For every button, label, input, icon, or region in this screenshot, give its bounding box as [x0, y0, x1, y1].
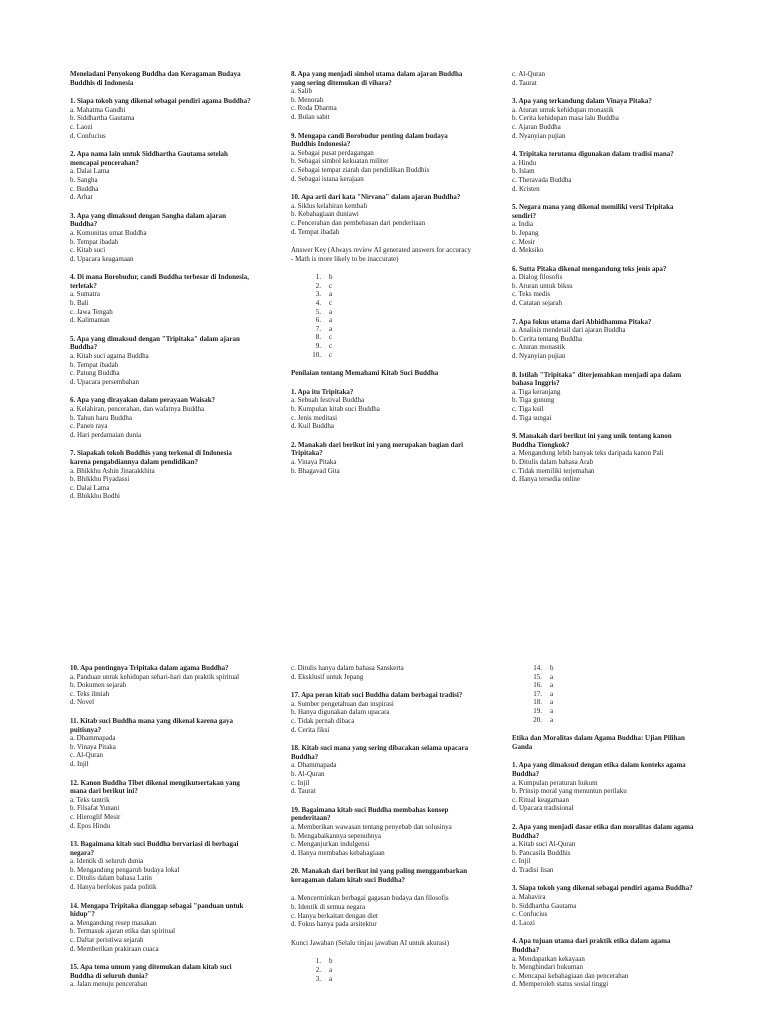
answer-letter: a: [329, 966, 333, 975]
answer-option: d. Fokus hanya pada arsitektur: [291, 920, 377, 929]
answer-option: a. Kitab suci agama Buddha: [70, 352, 149, 361]
question-text: 12. Kanon Buddha Tibet dikenal mengikutsertakan yang mana dari berikut ini?: [70, 778, 240, 796]
question-item: [70, 779, 252, 831]
question-item: [291, 441, 473, 475]
answer-option: b. Kumpulan kitab suci Buddha: [291, 405, 380, 413]
question-text: 17. Apa peran kitab suci Buddha dalam berbagai tradisi?: [291, 691, 463, 700]
answer-option: b. Mengandung pengaruh budaya lokal: [70, 865, 180, 874]
answer-option: d. Nyanyian pujian: [512, 131, 566, 140]
answer-key-note: [291, 939, 473, 948]
question-item: [70, 717, 252, 769]
question-text: 1. Apa yang dimaksud dengan etika dalam konteks agama Buddha?: [512, 761, 686, 778]
answer-option: c. Mencapai kebahagiaan dan pencerahan: [512, 971, 629, 980]
section-title: [291, 369, 473, 378]
answer-number: 3.: [315, 974, 321, 983]
question-item: [291, 664, 473, 681]
question-text: 4. Apa tujuan utama dari praktik etika dalam agama Buddha?: [512, 937, 671, 955]
page2-column-1: [70, 664, 252, 1024]
answer-key-row: [512, 707, 694, 716]
answer-option: d. Arhat: [70, 193, 93, 202]
answer-option: d. Kristen: [512, 184, 540, 193]
answer-option: b. Ditulis dalam bahasa Arab: [512, 457, 594, 466]
question-text: 2. Apa nama lain untuk Siddhartha Gautama setelah mencapai pencerahan?: [70, 150, 228, 167]
answer-option: c. Sebagai tempat ziarah dan pendidikan Buddhis: [291, 165, 430, 174]
question-text: 15. Apa tema umum yang ditemukan dalam kitab suci Buddha di seluruh dunia?: [70, 963, 232, 980]
answer-option: a. Kumpulan peraturan hukum: [512, 778, 598, 787]
answer-key-row: [291, 975, 473, 984]
answer-number: 4.: [315, 299, 321, 308]
page1-column-3: [512, 70, 694, 570]
answer-option: a. Dhammapada: [291, 761, 337, 770]
question-item: [291, 806, 473, 858]
answer-option: c. Tidak memiliki terjemahan: [512, 466, 595, 475]
answer-option: b. Bhikkhu Piyadassi: [70, 475, 130, 484]
answer-key-list: [512, 664, 694, 724]
answer-option: a. Kitab suci Al-Quran: [512, 840, 576, 849]
answer-option: d. Tempat ibadah: [291, 227, 340, 236]
answer-option: a. Sumatra: [70, 290, 100, 299]
question-text: 10. Apa pentingnya Tripitaka dalam agama Buddha?: [70, 664, 229, 672]
answer-option: c. Pencerahan dan pembebasan dari penderitaan: [291, 218, 426, 227]
question-text: 3. Siapa tokoh yang dikenal sebagai pendiri agama Buddha?: [512, 884, 693, 893]
answer-number: 16.: [533, 681, 542, 690]
answer-option: c. Menganjurkan indulgensi: [291, 840, 370, 849]
answer-number: 2.: [315, 281, 321, 290]
answer-letter: c: [329, 299, 333, 308]
answer-option: b. Cerita tentang Buddha: [512, 334, 582, 343]
answer-option: b. Tahun baru Buddha: [70, 413, 132, 422]
answer-option: b. Sangha: [70, 175, 98, 184]
answer-option: d. Memberikan prakiraan cuaca: [70, 944, 159, 953]
question-item: [70, 840, 252, 892]
section-title-text: Etika dan Moralitas dalam Agama Buddha: Ujian Pilihan Ganda: [512, 734, 685, 751]
answer-key-row: [512, 698, 694, 707]
answer-option: d. Catatan sejarah: [512, 299, 562, 308]
answer-option: b. Tiga gunung: [512, 396, 555, 405]
answer-option: b. Tempat ibadah: [70, 360, 119, 369]
answer-key-list: [291, 273, 473, 359]
answer-option: d. Hari perdamaian dunia: [70, 430, 142, 439]
answer-option: c. Panen raya: [70, 422, 108, 431]
answer-option: d. Upacara keagamaan: [70, 254, 134, 263]
question-text: 5. Negara mana yang dikenal memiliki versi Tripitaka sendiri?: [512, 203, 674, 220]
answer-option: c. Dalai Lama: [70, 483, 110, 492]
answer-option: d. Tiga sungai: [512, 413, 552, 422]
answer-key-row: [512, 673, 694, 682]
question-item: [70, 396, 252, 439]
answer-option: a. Siklus kelahiran kembali: [291, 201, 368, 210]
question-item: [291, 388, 473, 431]
question-text: 7. Siapakah tokoh Buddhis yang terkenal di Indonesia karena pengabdiannya dalam pendidikan?: [70, 449, 232, 466]
question-item: [512, 203, 694, 255]
question-item: [512, 432, 694, 484]
page1-column-1: [70, 70, 252, 570]
answer-option: c. Jenis meditasi: [291, 413, 338, 422]
question-text: 4. Di mana Borobudur, candi Buddha terbesar di Indonesia, terletak?: [70, 273, 250, 290]
answer-number: 20.: [533, 715, 542, 724]
question-item: [512, 265, 694, 308]
question-text: 18. Kitab suci mana yang sering dibacakan selama upacara Buddha?: [291, 744, 469, 761]
question-item: [291, 70, 473, 122]
answer-letter: a: [550, 672, 554, 681]
answer-option: a. Komunitas umat Buddha: [70, 228, 147, 237]
page2-column-3: [512, 664, 694, 1024]
answer-option: a. Tiga keranjang: [512, 387, 561, 396]
answer-option: a. Identik di seluruh dunia: [70, 857, 144, 866]
answer-option: b. Filsafat Yunani: [70, 804, 120, 813]
answer-option: a. Dalai Lama: [70, 167, 110, 176]
answer-key-row: [512, 681, 694, 690]
answer-key-note: [291, 246, 473, 263]
answer-number: 17.: [533, 689, 542, 698]
answer-letter: a: [550, 706, 554, 715]
answer-option: a. Hindu: [512, 158, 537, 167]
answer-option: a. Aturan untuk kehidupan monastik: [512, 105, 614, 114]
answer-option: b. Cerita kehidupan masa lalu Buddha: [512, 114, 619, 123]
answer-option: c. Daftar peristiwa sejarah: [70, 936, 144, 945]
question-item: [291, 894, 473, 928]
answer-option: a. Dhammapada: [70, 734, 116, 743]
answer-number: 2.: [315, 966, 321, 975]
answer-option: c. Tidak pernah dibaca: [291, 716, 355, 725]
answer-option: d. Nyanyian pujian: [512, 352, 566, 361]
question-text: 1. Apa itu Tripitaka?: [291, 387, 354, 396]
answer-option: b. Termasuk ajaran etika dan spiritual: [70, 927, 176, 936]
answer-option: b. Hanya digunakan dalam upacara: [291, 708, 390, 717]
answer-letter: a: [550, 689, 554, 698]
answer-key: [291, 273, 473, 359]
answer-number: 5.: [315, 307, 321, 316]
answer-option: c. Roda Dharma: [291, 104, 337, 113]
answer-option: d. Upacara persembahan: [70, 377, 139, 386]
section-title-text: Meneladani Penyokong Buddha dan Keragaman Budaya Buddhis di Indonesia: [70, 70, 241, 87]
answer-option: c. Kitab suci: [70, 246, 106, 255]
question-text: 5. Apa yang dimaksud dengan "Tripitaka" dalam ajaran Buddha?: [70, 334, 240, 352]
question-text: 13. Bagaimana kitab suci Buddha bervariasi di berbagai negara?: [70, 840, 239, 857]
answer-key: [291, 957, 473, 983]
page2-column-2: [291, 664, 473, 1024]
answer-number: 7.: [315, 324, 321, 333]
question-text: 6. Sutta Pitaka dikenal mengandung teks jenis apa?: [512, 264, 667, 273]
question-item: [70, 963, 252, 989]
answer-key: [512, 664, 694, 724]
answer-option: d. Cerita fiksi: [291, 725, 330, 734]
answer-option: b. Vinaya Pitaka: [70, 742, 116, 751]
answer-letter: b: [329, 957, 333, 966]
answer-option: c. Tiga kuil: [512, 405, 544, 413]
question-text: 3. Apa yang terkandung dalam Vinaya Pitaka?: [512, 97, 652, 106]
answer-option: d. Meksiko: [512, 246, 544, 255]
answer-option: d. Hanya membahas kebahagiaan: [291, 848, 385, 857]
answer-option: b. Dokumen sejarah: [70, 681, 127, 690]
question-item: [291, 691, 473, 734]
answer-option: b. Islam: [512, 167, 535, 176]
answer-option: a. Jalan menuju pencerahan: [70, 980, 148, 989]
answer-option: a. Mendapatkan kekayaan: [512, 954, 585, 963]
answer-key-row: [291, 333, 473, 342]
question-item: [512, 823, 694, 875]
answer-key-note-text: Kunci Jawaban (Selalu tinjau jawaban AI untuk akurasi): [291, 938, 450, 947]
answer-letter: c: [329, 350, 333, 359]
answer-option: c. Hieroglif Mesir: [70, 812, 121, 821]
answer-option: d. Taurat: [512, 78, 537, 87]
question-text: 1. Siapa tokoh yang dikenal sebagai pendiri agama Buddha?: [70, 97, 251, 106]
answer-option: c. Injil: [512, 857, 531, 866]
question-text: 3. Apa yang dimaksud dengan Sangha dalam ajaran Buddha?: [70, 211, 226, 229]
answer-option: c. Jawa Tengah: [70, 307, 113, 316]
answer-option: c. Theravada Buddha: [512, 175, 572, 184]
answer-option: c. Patung Buddha: [70, 369, 120, 378]
answer-option: b. Jepang: [512, 228, 539, 237]
question-item: [512, 70, 694, 87]
answer-number: 9.: [315, 342, 321, 351]
answer-option: b. Tempat ibadah: [70, 237, 119, 246]
answer-option: b. Menghindari hukuman: [512, 963, 583, 972]
question-item: [70, 449, 252, 501]
question-item: [70, 212, 252, 264]
answer-number: 19.: [533, 706, 542, 715]
answer-option: a. Salib: [291, 87, 312, 96]
answer-option: a. Mengandung resep masakan: [70, 918, 157, 927]
question-item: [70, 902, 252, 954]
answer-key-row: [291, 342, 473, 351]
answer-option: d. Injil: [70, 759, 89, 768]
answer-number: 6.: [315, 316, 321, 325]
answer-option: a. Dialog filosofis: [512, 273, 563, 282]
question-item: [512, 884, 694, 927]
question-item: [291, 744, 473, 796]
question-text: 19. Bagaimana kitab suci Buddha membahas konsep penderitaan?: [291, 805, 449, 823]
answer-option: b. Bhagavad Gita: [291, 466, 340, 475]
answer-option: a. Vinaya Pitaka: [291, 457, 337, 466]
answer-key-row: [512, 690, 694, 699]
answer-key-row: [291, 351, 473, 360]
answer-option: c. Al-Quran: [512, 70, 546, 78]
answer-option: c. Buddha: [70, 184, 99, 193]
question-item: [291, 132, 473, 184]
question-text: 9. Mengapa candi Borobudur penting dalam budaya Buddhis Indonesia?: [291, 131, 448, 149]
answer-option: c. Teks medis: [512, 290, 551, 299]
question-text: 11. Kitab suci Buddha mana yang dikenal karena gaya puitisnya?: [70, 716, 234, 734]
answer-option: c. Al-Quran: [70, 751, 104, 760]
question-item: [291, 193, 473, 236]
answer-letter: c: [329, 333, 333, 342]
answer-option: c. Ditulis dalam bahasa Latin: [70, 874, 152, 883]
section-title: [70, 70, 252, 87]
answer-key-row: [291, 299, 473, 308]
answer-option: c. Ditulis hanya dalam bahasa Sanskerta: [291, 664, 404, 672]
answer-letter: a: [329, 316, 333, 325]
question-item: [70, 335, 252, 387]
question-item: [70, 273, 252, 325]
question-item: [512, 937, 694, 989]
answer-number: 1.: [315, 273, 321, 282]
answer-option: b. Pancasila Buddhis: [512, 848, 571, 857]
answer-option: d. Hanya tersedia online: [512, 475, 581, 484]
section-title: [512, 734, 694, 751]
answer-option: c. Confucius: [512, 910, 548, 919]
answer-option: d. Bulan sabit: [291, 112, 330, 121]
question-text: 2. Manakah dari berikut ini yang merupakan bagian dari Tripitaka?: [291, 440, 464, 458]
question-item: [70, 150, 252, 202]
question-item: [512, 318, 694, 361]
answer-option: d. Eksklusif untuk Jepang: [291, 672, 364, 681]
answer-option: b. Menorah: [291, 95, 324, 104]
answer-letter: c: [329, 281, 333, 290]
question-text: 9. Manakah dari berikut ini yang unik tentang kanon Buddha Tiongkok?: [512, 432, 672, 449]
answer-option: d. Laozi: [512, 918, 535, 927]
answer-key-row: [291, 282, 473, 291]
answer-letter: a: [550, 715, 554, 724]
answer-option: a. Bhikkhu Ashin Jinarakkhita: [70, 466, 155, 475]
answer-option: b. Al-Quran: [291, 769, 325, 778]
answer-option: a. Sebagai pusat perdagangan: [291, 148, 374, 157]
answer-option: b. Aturan untuk biksu: [512, 281, 573, 290]
question-item: [512, 761, 694, 813]
question-item: [70, 97, 252, 140]
answer-key-row: [512, 716, 694, 725]
answer-key-row: [512, 664, 694, 673]
answer-option: c. Laozi: [70, 122, 93, 131]
answer-option: b. Sebagai simbol kekuatan militer: [291, 157, 389, 166]
answer-key-row: [291, 290, 473, 299]
answer-option: a. Sebuah festival Buddha: [291, 396, 365, 405]
answer-number: 1.: [315, 957, 321, 966]
question-text: 4. Tripitaka terutama digunakan dalam tradisi mana?: [512, 150, 674, 159]
answer-option: c. Aturan monastik: [512, 343, 566, 352]
answer-option: a. Mencerminkan berbagai gagasan budaya dan filosofis: [291, 894, 449, 903]
answer-number: 18.: [533, 698, 542, 707]
answer-option: a. Mahatma Gandhi: [70, 105, 126, 114]
answer-option: b. Identik di semua negara: [291, 903, 366, 912]
question-text: 2. Apa yang menjadi dasar etika dan moralitas dalam agama Buddha?: [512, 822, 694, 840]
answer-option: d. Novel: [70, 698, 95, 707]
answer-option: a. Mengandung lebih banyak teks daripada kanon Pali: [512, 449, 664, 458]
question-text: 20. Manakah dari berikut ini yang paling menggambarkan keragaman dalam kitab suci Buddha?: [291, 867, 468, 884]
answer-number: 8.: [315, 333, 321, 342]
page1-column-2: [291, 70, 473, 570]
answer-key-note-text: Answer Key (Always review AI generated answers for accuracy - Math is more likely to be inaccurate): [291, 246, 471, 263]
answer-option: c. Ajaran Buddha: [512, 122, 561, 131]
answer-key-row: [291, 308, 473, 317]
answer-option: c. Teks ilmiah: [70, 689, 110, 698]
answer-key-row: [291, 966, 473, 975]
answer-option: d. Kalimantan: [70, 316, 110, 325]
answer-letter: a: [329, 324, 333, 333]
answer-option: a. Panduan untuk kehidupan sehari-hari dan praktik spiritual: [70, 672, 240, 681]
question-item: [512, 97, 694, 140]
answer-letter: b: [550, 664, 554, 672]
question-item: [70, 664, 252, 707]
answer-option: b. Prinsip moral yang menuntun perilaku: [512, 787, 627, 796]
answer-number: 10.: [312, 350, 321, 359]
question-item: [512, 371, 694, 423]
answer-option: a. Analisis mendetail dari ajaran Buddha: [512, 326, 626, 335]
answer-option: d. Memperoleh status sosial tinggi: [512, 980, 609, 989]
answer-key-row: [291, 957, 473, 966]
answer-option: c. Mesir: [512, 237, 535, 246]
answer-option: b. Siddhartha Gautama: [70, 114, 135, 123]
question-item: [512, 150, 694, 193]
answer-letter: c: [329, 342, 333, 351]
answer-option: d. Taurat: [291, 787, 316, 796]
answer-option: d. Tradisi lisan: [512, 865, 554, 874]
answer-option: b. Mengabaikannya sepenuhnya: [291, 831, 381, 840]
answer-letter: a: [550, 681, 554, 690]
answer-letter: b: [329, 273, 333, 282]
answer-option: a. Kelahiran, pencerahan, dan wafatnya Buddha: [70, 405, 205, 413]
answer-letter: a: [329, 974, 333, 983]
answer-option: a. Sumber pengetahuan dan inspirasi: [291, 699, 394, 708]
question-text: 14. Mengapa Tripitaka dianggap sebagai "panduan untuk hidup"?: [70, 901, 244, 919]
document-page-2: [0, 570, 768, 1024]
answer-option: d. Sebagai istana kerajaan: [291, 174, 364, 183]
answer-option: c. Injil: [291, 778, 310, 787]
question-text: 8. Istilah "Tripitaka" diterjemahkan menjadi apa dalam bahasa Inggris?: [512, 370, 682, 388]
question-text: 6. Apa yang dirayakan dalam perayaan Waisak?: [70, 396, 216, 405]
question-text: 10. Apa arti dari kata "Nirvana" dalam ajaran Buddha?: [291, 193, 461, 202]
answer-option: b. Kebahagiaan duniawi: [291, 210, 359, 219]
answer-option: a. Teks tantrik: [70, 795, 110, 804]
answer-number: 14.: [533, 664, 542, 672]
answer-option: a. Mahavira: [512, 893, 546, 902]
answer-option: b. Siddhartha Gautama: [512, 901, 577, 910]
answer-letter: a: [329, 307, 333, 316]
answer-option: d. Confucius: [70, 131, 106, 140]
answer-key-row: [291, 273, 473, 282]
answer-option: d. Bhikkhu Bodhi: [70, 492, 120, 501]
answer-number: 15.: [533, 672, 542, 681]
answer-key-row: [291, 316, 473, 325]
section-title-text: Penilaian tentang Memahami Kitab Suci Buddha: [291, 369, 439, 378]
answer-option: a. India: [512, 220, 533, 229]
answer-key-row: [291, 325, 473, 334]
answer-option: b. Bali: [70, 299, 89, 308]
answer-option: d. Upacara tradisional: [512, 804, 574, 813]
answer-option: d. Hanya berfokus pada politik: [70, 883, 157, 892]
answer-letter: a: [329, 290, 333, 299]
answer-letter: a: [550, 698, 554, 707]
answer-option: a. Memberikan wawasan tentang penyebab dan solusinya: [291, 822, 452, 831]
answer-number: 3.: [315, 290, 321, 299]
question-item: [291, 867, 473, 884]
answer-option: d. Kuil Buddha: [291, 422, 334, 431]
answer-option: c. Hanya berkaitan dengan diet: [291, 911, 378, 920]
question-text: 8. Apa yang menjadi simbol utama dalam ajaran Buddha yang sering ditemukan di vihara?: [291, 70, 463, 87]
question-text: 7. Apa fokus utama dari Abhidhamma Pitaka?: [512, 317, 652, 326]
answer-key-list: [291, 957, 473, 983]
answer-option: d. Epos Hindu: [70, 821, 111, 830]
answer-option: c. Ritual keagamaan: [512, 795, 569, 804]
